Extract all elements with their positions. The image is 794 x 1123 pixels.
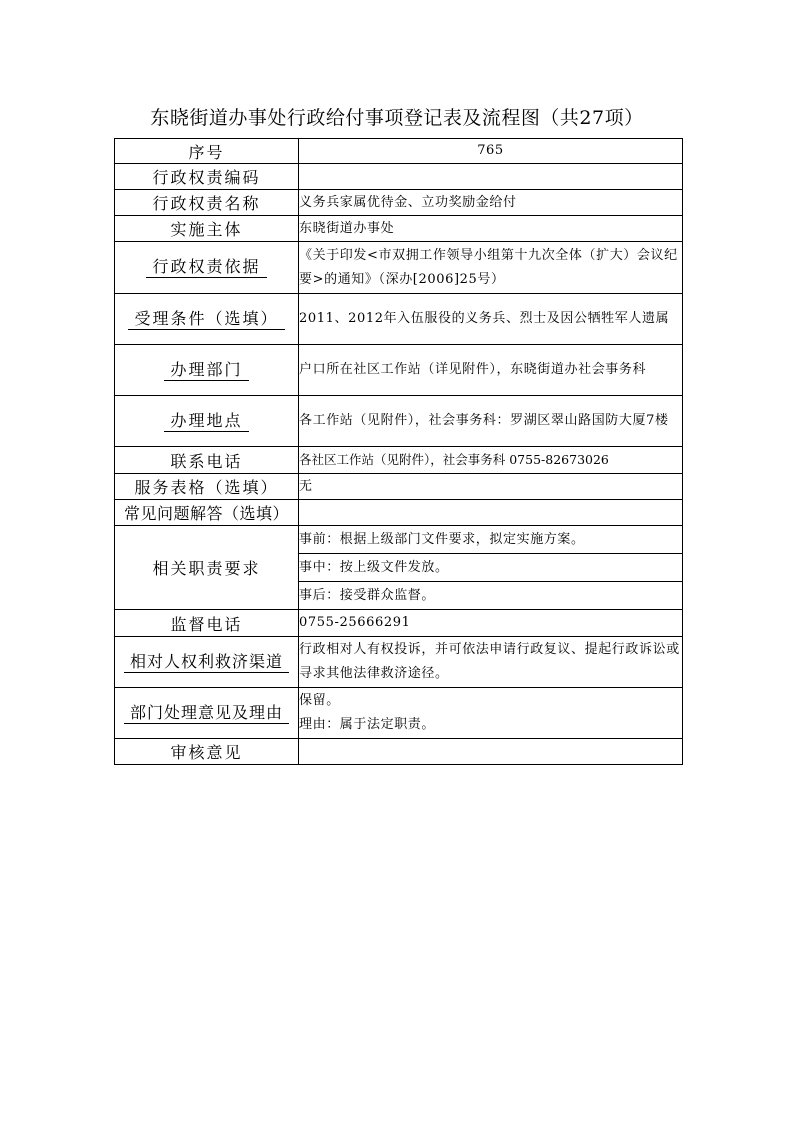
duty-label: 相关职责要求 bbox=[115, 526, 299, 610]
conditions-value: 2011、2012年入伍服役的义务兵、烈士及因公牺牲军人遗属 bbox=[299, 294, 683, 345]
table-row bbox=[115, 447, 683, 474]
page-title: 东晓街道办事处行政给付事项登记表及流程图（共27项） bbox=[150, 107, 644, 129]
code-value bbox=[299, 164, 683, 190]
review-value bbox=[299, 739, 683, 765]
table-row bbox=[115, 190, 683, 216]
duty-after: 事后：接受群众监督。 bbox=[299, 582, 683, 610]
phone-label: 联系电话 bbox=[115, 447, 299, 474]
conditions-label: 受理条件（选填） bbox=[128, 309, 284, 330]
name-label: 行政权责名称 bbox=[115, 190, 299, 216]
opinion-line-2: 理由：属于法定职责。 bbox=[299, 717, 436, 732]
forms-value: 无 bbox=[299, 474, 683, 500]
table-row bbox=[115, 500, 683, 526]
subject-value: 东晓街道办事处 bbox=[299, 216, 683, 242]
table-row bbox=[115, 739, 683, 765]
place-label: 办理地点 bbox=[164, 411, 248, 432]
supervise-label: 监督电话 bbox=[115, 610, 299, 637]
duty-before: 事前：根据上级部门文件要求，拟定实施方案。 bbox=[299, 526, 683, 554]
table-row bbox=[115, 216, 683, 242]
table-row bbox=[115, 526, 683, 554]
table-row bbox=[115, 688, 683, 739]
registration-table bbox=[114, 138, 683, 765]
table-row bbox=[115, 610, 683, 637]
opinion-line-1: 保留。 bbox=[299, 693, 340, 708]
basis-value: 《关于印发<市双拥工作领导小组第十九次全体（扩大）会议纪要>的通知》（深办[2006]25号） bbox=[299, 242, 683, 294]
remedy-label: 相对人权利救济渠道 bbox=[124, 652, 289, 673]
table-row bbox=[115, 139, 683, 164]
subject-label: 实施主体 bbox=[115, 216, 299, 242]
place-value: 各工作站（见附件），社会事务科：罗湖区翠山路国防大厦7楼 bbox=[299, 396, 683, 447]
faq-value bbox=[299, 500, 683, 526]
faq-label: 常见问题解答（选填） bbox=[115, 500, 299, 526]
basis-label: 行政权责依据 bbox=[146, 257, 266, 278]
table-row bbox=[115, 294, 683, 345]
table-row bbox=[115, 164, 683, 190]
table-row bbox=[115, 637, 683, 688]
code-label: 行政权责编码 bbox=[115, 164, 299, 190]
duty-during: 事中：按上级文件发放。 bbox=[299, 554, 683, 582]
seq-value: 765 bbox=[299, 139, 683, 164]
table-row bbox=[115, 242, 683, 294]
table-row bbox=[115, 474, 683, 500]
table-row bbox=[115, 345, 683, 396]
dept-value: 户口所在社区工作站（详见附件），东晓街道办社会事务科 bbox=[299, 345, 683, 396]
review-label: 审核意见 bbox=[115, 739, 299, 765]
opinion-label: 部门处理意见及理由 bbox=[124, 703, 289, 724]
forms-label: 服务表格（选填） bbox=[115, 474, 299, 500]
name-value: 义务兵家属优待金、立功奖励金给付 bbox=[299, 190, 683, 216]
seq-label: 序号 bbox=[115, 139, 299, 164]
phone-value: 各社区工作站（见附件），社会事务科 0755-82673026 bbox=[299, 447, 683, 474]
supervise-value: 0755-25666291 bbox=[299, 610, 683, 637]
remedy-value: 行政相对人有权投诉，并可依法申请行政复议、提起行政诉讼或寻求其他法律救济途径。 bbox=[299, 637, 683, 688]
table-row bbox=[115, 396, 683, 447]
dept-label: 办理部门 bbox=[164, 360, 248, 381]
